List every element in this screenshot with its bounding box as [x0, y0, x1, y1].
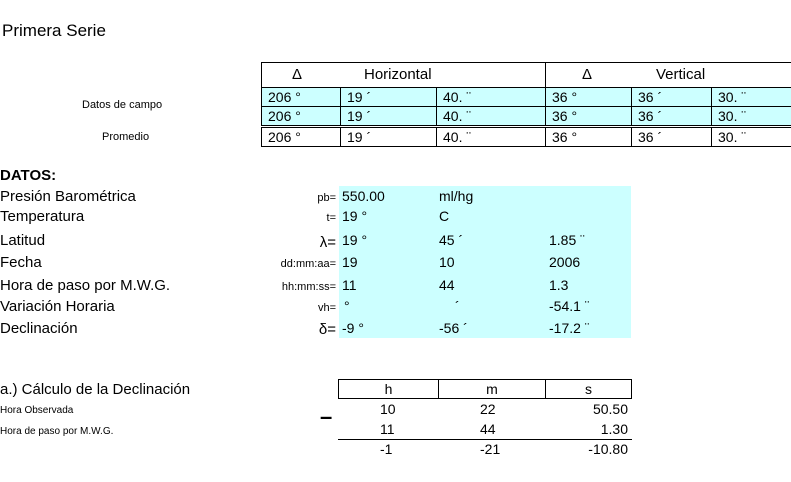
angle-cell[interactable]: 206 °	[261, 106, 341, 126]
angle-cell[interactable]: 19 ´	[340, 87, 437, 107]
angle-cell[interactable]: 36 °	[545, 106, 632, 126]
average-angle-cell[interactable]: 40. ¨	[436, 127, 546, 147]
calc-result[interactable]: -10.80	[588, 441, 628, 457]
horizontal-label: Horizontal	[364, 66, 432, 83]
calc-header-h[interactable]: h	[338, 379, 439, 399]
datos-heading: DATOS:	[0, 167, 57, 184]
calc-header-s[interactable]: s	[545, 379, 632, 399]
delta-symbol-vertical: Δ	[582, 66, 593, 83]
angle-cell[interactable]: 40. ¨	[436, 87, 546, 107]
datos-value[interactable]: -9 °	[342, 320, 364, 336]
datos-value[interactable]: C	[439, 208, 450, 224]
vertical-label: Vertical	[656, 66, 706, 83]
angle-cell[interactable]: 36 ´	[631, 87, 712, 107]
delta-symbol-horizontal: Δ	[292, 66, 303, 83]
angle-cell[interactable]: 30. ¨	[711, 87, 791, 107]
datos-value[interactable]: 44	[439, 277, 455, 293]
calc-value[interactable]: 22	[480, 401, 496, 417]
calc-value[interactable]: 11	[380, 421, 395, 437]
datos-value[interactable]: ml/hg	[439, 188, 474, 204]
datos-symbol: vh=	[317, 302, 336, 314]
average-angle-cell[interactable]: 206 °	[261, 127, 341, 147]
calc-result[interactable]: -1	[380, 441, 393, 457]
calc-header-m[interactable]: m	[438, 379, 546, 399]
datos-symbol: t=	[326, 212, 336, 224]
datos-value[interactable]: -17.2 ¨	[549, 320, 590, 336]
row-label-datos-de-campo: Datos de campo	[82, 99, 163, 111]
calc-value[interactable]: 50.50	[592, 401, 628, 417]
datos-value[interactable]: 10	[439, 254, 455, 270]
datos-label: Variación Horaria	[0, 298, 115, 315]
angle-cell[interactable]: 19 ´	[340, 106, 437, 126]
datos-label: Temperatura	[0, 208, 85, 225]
datos-value[interactable]: ´	[455, 298, 460, 314]
datos-value[interactable]: -56 ´	[439, 320, 468, 336]
lambda-symbol: λ=	[319, 234, 336, 251]
datos-value[interactable]: 2006	[549, 254, 581, 270]
calc-row-label-hora-de-paso: Hora de paso por M.W.G.	[0, 426, 114, 437]
angle-cell[interactable]: 206 °	[261, 87, 341, 107]
row-label-promedio: Promedio	[102, 131, 150, 143]
angle-cell[interactable]: 30. ¨	[711, 106, 791, 126]
horizontal-header-cell[interactable]	[261, 62, 546, 88]
calc-title: a.) Cálculo de la Declinación	[0, 381, 191, 398]
datos-symbol: dd:mm:aa=	[280, 258, 336, 270]
datos-value[interactable]: 19 °	[342, 232, 368, 248]
datos-value[interactable]: 11	[342, 277, 357, 293]
datos-value[interactable]: 19	[342, 254, 358, 270]
sum-line	[338, 439, 632, 440]
calc-value[interactable]: 44	[480, 421, 496, 437]
datos-value[interactable]: 19 °	[342, 208, 368, 224]
minus-sign: –	[320, 404, 333, 429]
angle-cell[interactable]: 36 °	[545, 87, 632, 107]
datos-symbol: pb=	[317, 192, 336, 204]
average-angle-cell[interactable]: 30. ¨	[711, 127, 791, 147]
datos-label: Fecha	[0, 254, 42, 271]
datos-value[interactable]: -54.1 ¨	[549, 298, 590, 314]
datos-label: Hora de paso por M.W.G.	[0, 277, 171, 294]
average-angle-cell[interactable]: 36 °	[545, 127, 632, 147]
datos-label: Latitud	[0, 232, 46, 249]
datos-value[interactable]: 1.85 ¨	[549, 232, 585, 248]
datos-label: Declinación	[0, 320, 78, 337]
calc-value[interactable]: 1.30	[600, 421, 628, 437]
calc-value[interactable]: 10	[380, 401, 396, 417]
datos-value[interactable]: °	[344, 298, 350, 314]
datos-value[interactable]: 550.00	[342, 188, 385, 204]
delta-lower-symbol: δ=	[318, 321, 336, 338]
average-angle-cell[interactable]: 36 ´	[631, 127, 712, 147]
datos-value[interactable]: 1.3	[549, 277, 569, 293]
angle-cell[interactable]: 36 ´	[631, 106, 712, 126]
sheet-title: Primera Serie	[2, 21, 106, 40]
calc-row-label-hora-observada: Hora Observada	[0, 405, 74, 416]
datos-label: Presión Barométrica	[0, 188, 136, 205]
angle-cell[interactable]: 40. ¨	[436, 106, 546, 126]
datos-value[interactable]: 45 ´	[439, 232, 464, 248]
calc-result[interactable]: -21	[480, 441, 501, 457]
vertical-header-cell[interactable]	[545, 62, 791, 88]
average-angle-cell[interactable]: 19 ´	[340, 127, 437, 147]
datos-values-area	[339, 186, 631, 338]
datos-symbol: hh:mm:ss=	[281, 281, 336, 293]
